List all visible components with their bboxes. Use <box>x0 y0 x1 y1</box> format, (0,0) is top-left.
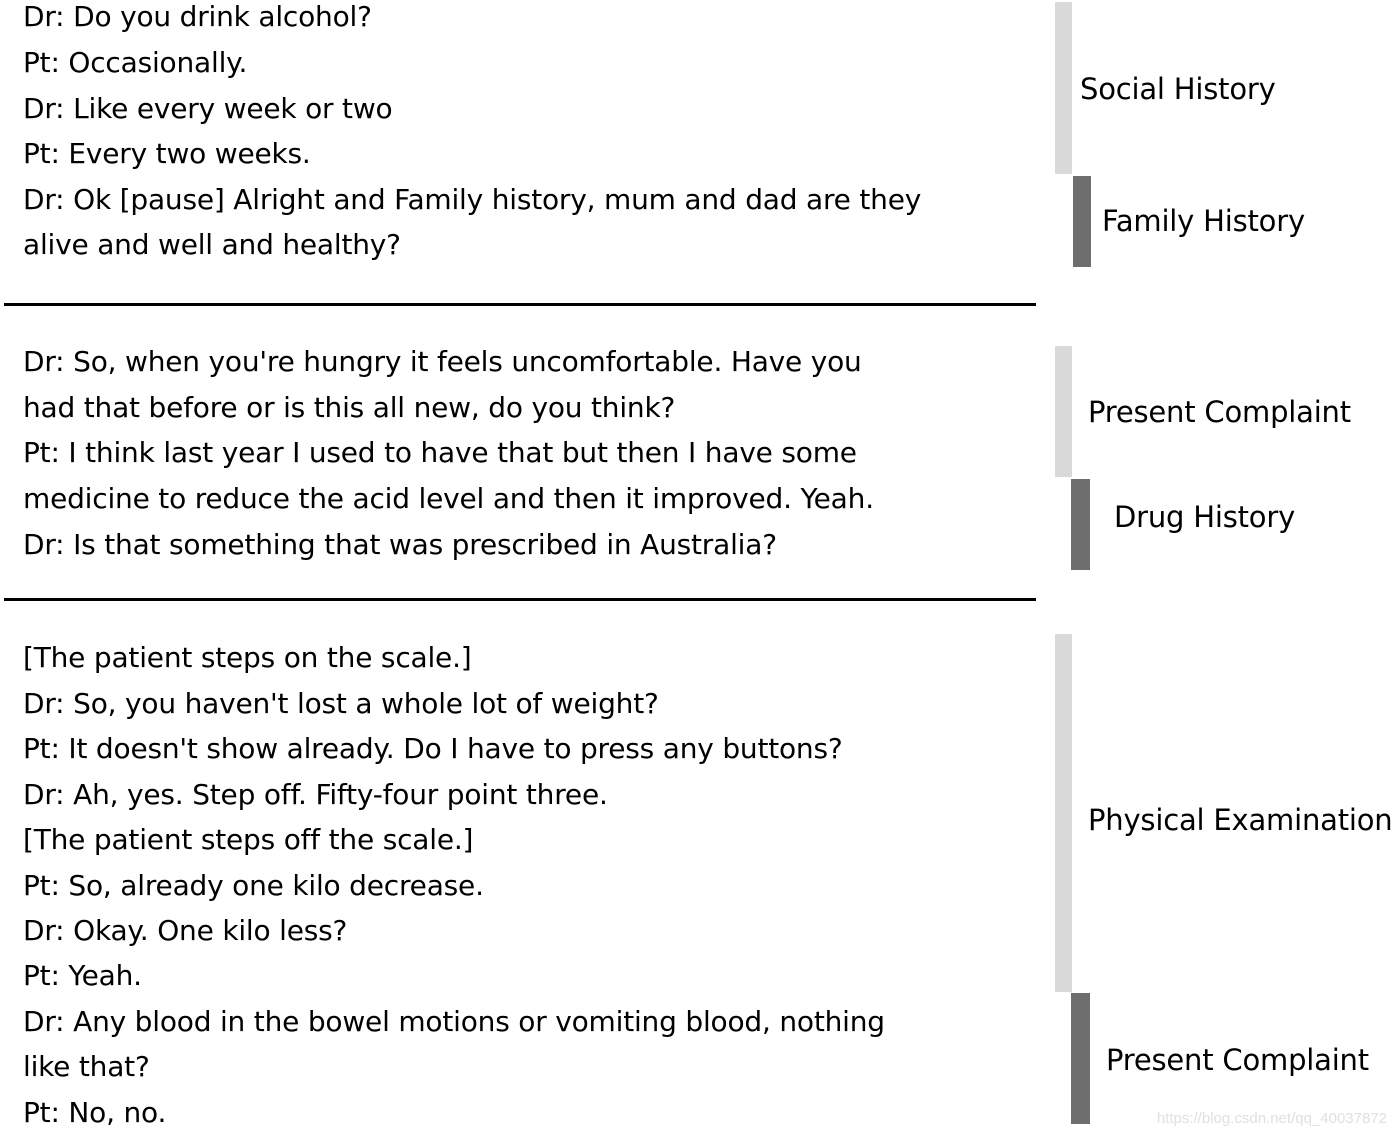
label-bar-present-complaint <box>1055 346 1072 477</box>
label-bar-present-complaint <box>1071 993 1090 1124</box>
transcript-line: Pt: So, already one kilo decrease. <box>23 869 484 902</box>
transcript-line: Dr: Like every week or two <box>23 92 393 125</box>
transcript-line: medicine to reduce the acid level and then it improved. Yeah. <box>23 482 874 515</box>
label-bar-physical-examination <box>1055 634 1072 992</box>
transcript-line: [The patient steps on the scale.] <box>23 641 472 674</box>
section-label-social-history: Social History <box>1080 72 1276 106</box>
label-bar-family-history <box>1073 176 1091 267</box>
section-label-present-complaint: Present Complaint <box>1106 1043 1369 1077</box>
transcript-line: [The patient steps off the scale.] <box>23 823 474 856</box>
transcript-line: had that before or is this all new, do you think? <box>23 391 676 424</box>
transcript-line: Pt: Occasionally. <box>23 46 248 79</box>
transcript-line: Dr: So, you haven't lost a whole lot of weight? <box>23 687 659 720</box>
transcript-line: Pt: It doesn't show already. Do I have to press any buttons? <box>23 732 843 765</box>
transcript-line: Pt: Every two weeks. <box>23 137 311 170</box>
section-label-physical-examination: Physical Examination <box>1088 803 1393 837</box>
watermark-text: https://blog.csdn.net/qq_40037872 <box>1156 1110 1387 1127</box>
transcript-line: like that? <box>23 1050 150 1083</box>
transcript-line: Dr: Is that something that was prescribed in Australia? <box>23 528 777 561</box>
section-label-drug-history: Drug History <box>1114 500 1296 534</box>
transcript-line: Pt: No, no. <box>23 1096 167 1129</box>
transcript-line: alive and well and healthy? <box>23 228 401 261</box>
transcript-line: Dr: Ah, yes. Step off. Fifty-four point three. <box>23 778 608 811</box>
section-label-family-history: Family History <box>1102 204 1305 238</box>
transcript-line: Pt: I think last year I used to have that but then I have some <box>23 436 857 469</box>
segment-divider <box>4 303 1036 306</box>
section-label-present-complaint: Present Complaint <box>1088 395 1351 429</box>
label-bar-social-history <box>1055 2 1072 174</box>
transcript-line: Dr: So, when you're hungry it feels uncomfortable. Have you <box>23 345 862 378</box>
transcript-line: Dr: Okay. One kilo less? <box>23 914 348 947</box>
segment-divider <box>4 598 1036 601</box>
label-bar-drug-history <box>1071 479 1090 570</box>
transcript-line: Dr: Ok [pause] Alright and Family history, mum and dad are they <box>23 183 922 216</box>
transcript-line: Pt: Yeah. <box>23 959 142 992</box>
transcript-line: Dr: Do you drink alcohol? <box>23 0 372 33</box>
transcript-line: Dr: Any blood in the bowel motions or vomiting blood, nothing <box>23 1005 885 1038</box>
